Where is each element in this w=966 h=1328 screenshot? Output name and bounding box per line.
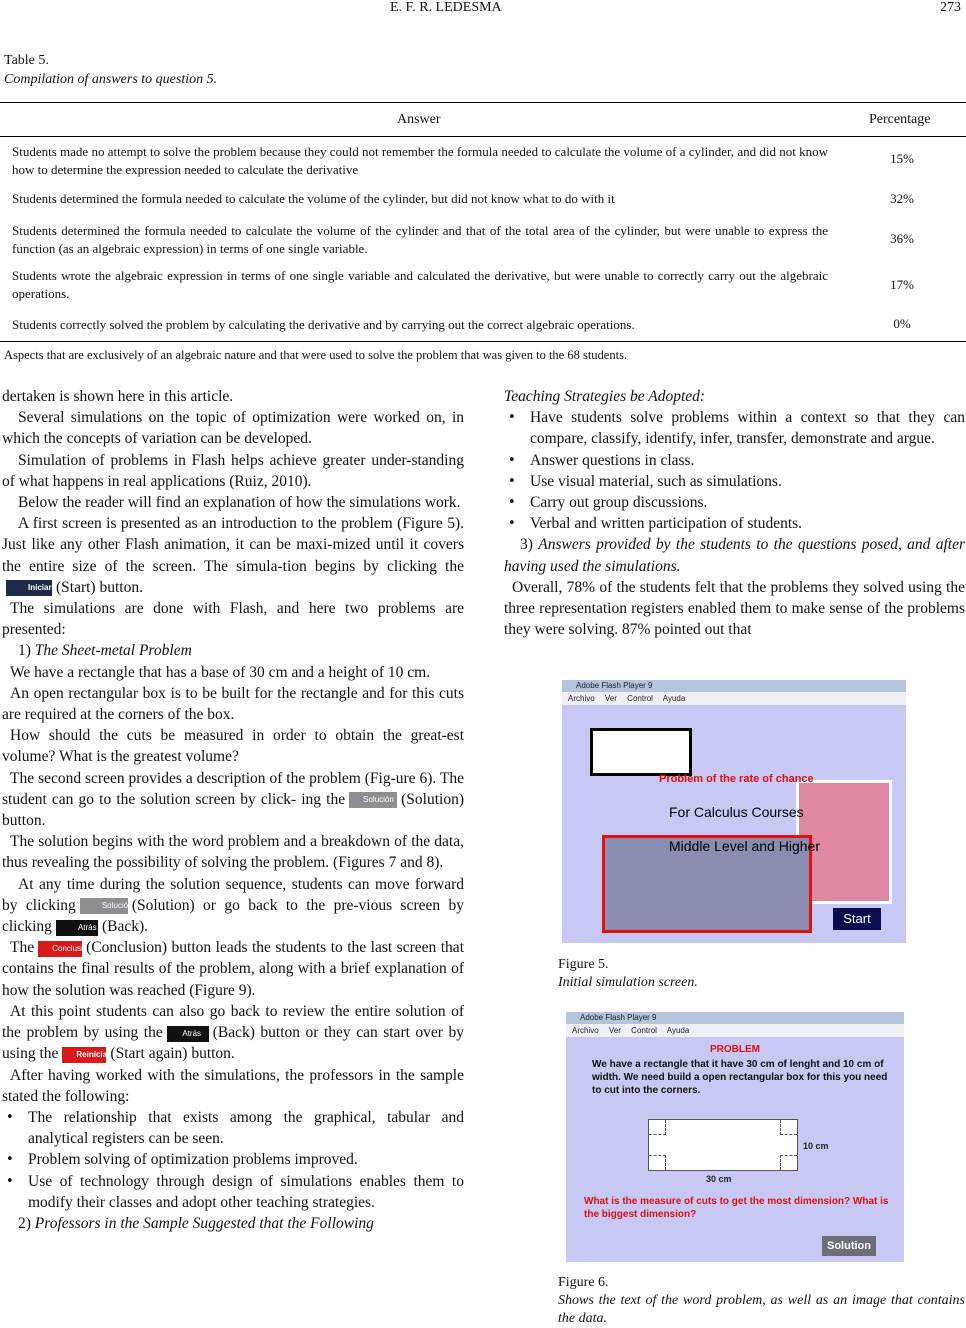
text-run: (Start again) button. [110,1045,235,1063]
table-row-answer: Students correctly solved the problem by calculating the derivative and by carrying out the correct algebraic operations. [12,317,635,332]
paragraph [2,874,464,938]
list-item: • Carry out group discussions. [530,492,965,513]
table-row-answer: Students determined the formula needed to calculate the volume of the cylinder, but did not know what to do with it [12,191,615,206]
menu-item-archivo: Archivo [572,1026,599,1035]
text-run: A first screen is presented as an introduction to the problem (Figure 5). Just like any other Flash animation, it can be maxi-mized until it covers the entire size of the screen. The simula-tion begins by clicking the [2,515,464,575]
paragraph: Simulation of problems in Flash helps achieve greater under-standing of what happens in real applications (Ruiz, 2010). [2,451,464,490]
width-dimension: 30 cm [706,1174,732,1184]
paragraph: dertaken is shown here in this article. [2,388,234,405]
text-run: (Solution) button. [2,790,464,830]
paragraph: The solution begins with the word problem and a breakdown of the data, thus revealing the possibility of solving the problem. (Figures 7 and 8). [2,833,464,872]
menu-item-archivo: Archivo [568,694,595,703]
menu-item-ver: Ver [604,694,617,703]
table-row-answer: Students wrote the algebraic expression in terms of one single variable and calculated the derivative, but were unable to correctly carry out the algebraic operations. [12,268,828,301]
paragraph: After having worked with the simulations, the professors in the sample stated the following: [2,1066,464,1105]
list-item: • Use visual material, such as simulations. [530,471,965,492]
figure-6-screenshot [566,1012,904,1262]
problem-heading: PROBLEM [710,1044,760,1055]
table-header-percentage: Percentage [869,112,931,127]
level-text: Middle Level and Higher [669,838,820,854]
paragraph: The simulations are done with Flash, and here two problems are presented: [2,600,464,639]
menu-item-control: Control [627,694,653,703]
paragraph: Overall, 78% of the students felt that the problems they solved using the three representation registers enabled them to make sense of the problems they were solving. 87% pointed out that [504,578,965,639]
subheading [504,386,965,407]
list-number: 1) [18,642,35,660]
start-button: Start [833,908,881,930]
left-column [2,386,464,1234]
menu-item-ayuda: Ayuda [662,694,686,703]
paragraph [2,1213,464,1234]
list-item: • The relationship that exists among the graphical, tabular and analytical registers can be seen. [28,1107,464,1149]
page-number: 273 [940,0,961,15]
strategies-list [504,407,965,534]
list-number: 2) [18,1214,35,1232]
subtitle-text: For Calculus Courses [669,804,804,820]
text-run: (Solution) or go back to the pre-vious screen by clicking [2,896,464,936]
paragraph [2,1001,464,1065]
subheading: The Sheet-metal Problem [34,642,192,660]
paragraph: How should the cuts be measured in order to obtain the great-est volume? What is the greatest volume? [2,727,464,766]
table-caption: Compilation of answers to question 5. [4,72,218,87]
conclusion-button-image: Conclusión [38,941,82,957]
text-run: (Conclusion) button leads the students to the last screen that contains the final results of the problem, along with a brief explanation of how the solution was reached (Figure 9). [2,939,464,999]
corner-cut [780,1120,797,1135]
problem-statement: We have a rectangle that it have 30 cm of lenght and 10 cm of width. We need build a open rectangular box for this you need to cut into the corners. [592,1059,888,1096]
list-item: • Use of technology through design of simulations enables them to modify their classes and adopt other teaching strategies. [28,1171,464,1213]
table-row-answer: Students determined the formula needed to calculate the volume of the cylinder and that of the total area of the cylinder, but were unable to express the function (as an algebraic expression) in terms of one single variable. [12,223,828,256]
flash-menubar [562,692,906,705]
list-item: • Problem solving of optimization problems improved. [28,1149,464,1170]
table-label: Table 5. [4,53,49,68]
text-run: The [10,939,35,957]
table-row-answer: Students made no attempt to solve the problem because they could not remember the formula needed to calculate the volume of a cylinder, and did not know how to determine the expression needed to calculate the derivative [12,144,828,177]
text-run: The second screen provides a description of the problem (Fig-ure 6). The student can go to the solution screen by click- ing the [2,769,464,808]
list-item: • Have students solve problems within a context so that they can compare, classify, identify, infer, transfer, demonstrate and argue. [530,407,965,449]
table-row-percentage: 15% [890,151,914,166]
list-number: 3) [520,536,539,554]
figure-6-caption: Shows the text of the word problem, as well as an image that contains the data. [558,1293,965,1326]
figure-6-label: Figure 6. [558,1275,609,1290]
subheading: Professors in the Sample Suggested that the Following [34,1214,374,1232]
corner-cut [649,1155,666,1170]
list-item: • Answer questions in class. [530,450,965,471]
menu-item-ver: Ver [608,1026,621,1035]
text-run: (Back). [101,918,148,936]
atras-button-image: Atrás [56,920,98,936]
table-bottom-rule [0,341,966,342]
solucion-button-image: Solución [349,792,397,808]
iniciar-button-image: Iniciar [6,580,52,596]
paragraph: Several simulations on the topic of optimization were worked on, in which the concepts of variation can be developed. [2,409,464,448]
paragraph [504,534,965,576]
paragraph: An open rectangular box is to be built for the rectangle and for this cuts are required at the corners of the box. [2,684,464,724]
table-row-percentage: 0% [893,316,911,331]
problem-question: What is the measure of cuts to get the most dimension? What is the biggest dimension? [584,1196,889,1220]
corner-cut [649,1120,666,1135]
subheading-text: Answers provided by the students to the questions posed, and after having used the simulations. [504,536,965,575]
paragraph: We have a rectangle that has a base of 30 cm and a height of 10 cm. [10,663,431,681]
problem-title-text: Problem of the rate of chance [659,773,814,785]
text-run: At this point students can also go back to review the entire solution of the problem by using the [2,1002,464,1042]
text-run: (Back) button or they can start over by using the [2,1024,464,1063]
paragraph [2,768,464,832]
paragraph [2,640,464,661]
flash-menubar [566,1024,904,1037]
solution-button: Solution [822,1236,876,1256]
table-row-percentage: 36% [890,231,914,246]
table-header-rule [0,136,966,137]
paragraph: Below the reader will find an explanation of how the simulations work. [18,494,461,512]
corner-cut [780,1155,797,1170]
running-header-author: E. F. R. LEDESMA [390,0,502,15]
paragraph [2,937,464,1001]
right-column [504,386,965,640]
table-row-percentage: 17% [890,277,914,292]
table-top-rule [0,102,966,103]
paragraph [2,513,464,598]
text-run: (Start) button. [56,578,143,596]
height-dimension: 10 cm [803,1141,829,1151]
professor-statements-list [2,1107,464,1213]
table-note: Aspects that are exclusively of an algebraic nature and that were used to solve the problem that was given to the 68 students. [4,348,628,362]
table-row-percentage: 32% [890,191,914,206]
flash-window-title: Adobe Flash Player 9 [562,680,906,692]
text-run: At any time during the solution sequence, students can move forward by clicking [2,875,464,914]
flash-window-title: Adobe Flash Player 9 [566,1012,904,1024]
menu-item-ayuda: Ayuda [666,1026,690,1035]
figure-5-label: Figure 5. [558,957,609,972]
list-item: • Verbal and written participation of students. [530,513,965,534]
atras-button-image: Atrás [167,1026,209,1042]
figure-5-screenshot [562,680,906,943]
subheading-text: Teaching Strategies be Adopted: [504,388,706,405]
sheet-rectangle [648,1119,798,1171]
table-header-answer: Answer [397,112,441,127]
figure-5-caption: Initial simulation screen. [558,975,698,990]
white-rectangle [590,728,692,776]
menu-item-control: Control [631,1026,657,1035]
reiniciar-button-image: Reiniciar [62,1047,106,1063]
solucion-button-image: Solución [80,898,128,914]
